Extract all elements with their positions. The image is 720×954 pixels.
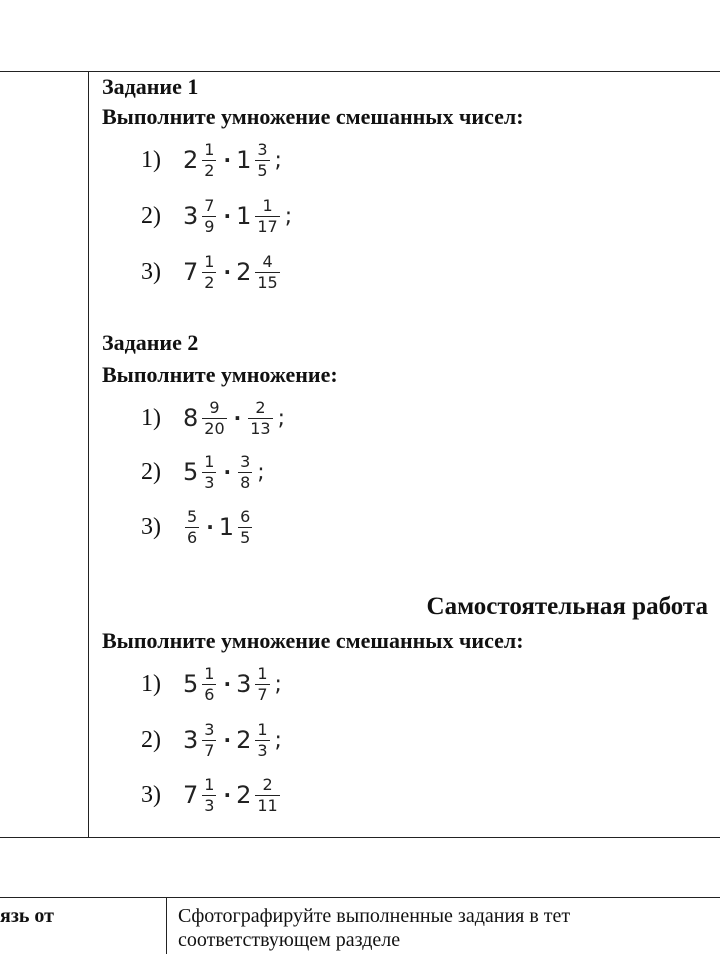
whole-part: 7 <box>183 258 199 286</box>
fraction <box>202 721 216 760</box>
multiply-sign: · <box>206 515 214 539</box>
numerator: 3 <box>204 719 215 739</box>
independent-problem-2 <box>141 713 282 767</box>
multiply-sign: · <box>223 783 232 807</box>
numerator: 3 <box>257 139 268 159</box>
math-expression <box>183 721 282 760</box>
math-expression <box>183 665 282 704</box>
task1-problem-3 <box>141 245 282 299</box>
fraction <box>255 776 279 815</box>
denominator: 15 <box>257 272 278 292</box>
whole-part: 1 <box>236 146 252 174</box>
fraction <box>248 399 272 438</box>
fraction <box>202 253 216 292</box>
denominator: 11 <box>257 795 278 815</box>
bottom-right-line-1: Сфотографируйте выполненные задания в тет <box>178 905 571 927</box>
problem-number: 1) <box>141 670 161 697</box>
whole-part: 3 <box>183 726 199 754</box>
problem-number: 1) <box>141 404 161 431</box>
task2-problem-2 <box>141 445 265 499</box>
multiply-sign: · <box>223 204 232 228</box>
whole-part: 2 <box>236 781 252 809</box>
independent-problem-1 <box>141 657 282 711</box>
task2-problem-1 <box>141 391 285 445</box>
fraction <box>202 776 216 815</box>
numerator: 3 <box>240 451 251 471</box>
numerator: 1 <box>204 774 215 794</box>
denominator: 2 <box>204 160 215 180</box>
numerator: 1 <box>204 139 215 159</box>
numerator: 6 <box>240 506 251 526</box>
semicolon: ; <box>274 147 282 173</box>
table-bottom-border <box>0 837 720 838</box>
semicolon: ; <box>284 203 293 229</box>
fraction <box>255 197 279 236</box>
denominator: 5 <box>240 527 251 547</box>
fraction <box>185 508 199 547</box>
problem-number: 2) <box>141 202 161 229</box>
denominator: 5 <box>257 160 268 180</box>
independent-problem-3 <box>141 768 282 822</box>
denominator: 6 <box>187 527 198 547</box>
whole-part: 1 <box>218 513 235 541</box>
bottom-right-line-2: соответствующем разделе <box>178 929 401 951</box>
denominator: 17 <box>257 216 278 236</box>
multiply-sign: · <box>223 148 232 172</box>
bottom-table-top-border <box>0 897 720 898</box>
fraction <box>255 253 279 292</box>
table-top-border <box>0 71 720 72</box>
math-expression <box>183 453 265 492</box>
denominator: 3 <box>257 740 268 760</box>
fraction <box>202 399 226 438</box>
task2-instruction: Выполните умножение: <box>102 362 338 387</box>
math-expression <box>183 399 285 438</box>
denominator: 3 <box>204 795 215 815</box>
bottom-table-divider <box>166 897 167 954</box>
whole-part: 5 <box>183 458 199 486</box>
fraction <box>238 453 252 492</box>
whole-part: 2 <box>183 146 199 174</box>
fraction <box>255 665 269 704</box>
numerator: 1 <box>204 451 215 471</box>
denominator: 20 <box>204 418 225 438</box>
numerator: 2 <box>262 774 273 794</box>
whole-part: 8 <box>183 404 199 432</box>
problem-number: 3) <box>141 513 161 540</box>
task1-instruction: Выполните умножение смешанных чисел: <box>102 104 524 129</box>
fraction <box>238 508 252 547</box>
whole-part: 3 <box>183 202 199 230</box>
fraction <box>202 141 216 180</box>
math-expression <box>183 141 282 180</box>
whole-part: 5 <box>183 670 199 698</box>
whole-part: 3 <box>236 670 252 698</box>
problem-number: 2) <box>141 458 161 485</box>
task2-problem-3 <box>141 500 254 554</box>
whole-part: 7 <box>183 781 199 809</box>
semicolon: ; <box>277 405 286 431</box>
multiply-sign: · <box>223 460 232 484</box>
multiply-sign: · <box>223 260 232 284</box>
task1-problem-1 <box>141 133 282 187</box>
fraction <box>255 721 269 760</box>
task2-title: Задание 2 <box>102 330 199 355</box>
fraction <box>255 141 269 180</box>
numerator: 1 <box>204 251 215 271</box>
whole-part: 2 <box>236 726 252 754</box>
denominator: 13 <box>250 418 271 438</box>
whole-part: 2 <box>236 258 252 286</box>
task1-problem-2 <box>141 189 292 243</box>
numerator: 1 <box>262 195 273 215</box>
table-column-divider <box>88 71 89 838</box>
denominator: 3 <box>204 472 215 492</box>
math-expression <box>183 253 282 292</box>
numerator: 7 <box>204 195 215 215</box>
denominator: 2 <box>204 272 215 292</box>
numerator: 5 <box>187 506 198 526</box>
denominator: 7 <box>204 740 215 760</box>
task1-title: Задание 1 <box>102 74 199 99</box>
problem-number: 1) <box>141 146 161 173</box>
numerator: 9 <box>209 397 220 417</box>
semicolon: ; <box>274 727 282 753</box>
semicolon: ; <box>274 671 282 697</box>
multiply-sign: · <box>233 406 242 430</box>
multiply-sign: · <box>223 672 232 696</box>
independent-work-instruction: Выполните умножение смешанных чисел: <box>102 628 524 653</box>
problem-number: 3) <box>141 258 161 285</box>
denominator: 7 <box>257 684 268 704</box>
whole-part: 1 <box>236 202 252 230</box>
multiply-sign: · <box>223 728 232 752</box>
problem-number: 3) <box>141 781 161 808</box>
fraction <box>202 453 216 492</box>
numerator: 2 <box>255 397 266 417</box>
denominator: 8 <box>240 472 251 492</box>
math-expression <box>183 776 282 815</box>
fraction <box>202 665 216 704</box>
fraction <box>202 197 216 236</box>
bottom-left-cell: язь от <box>0 905 54 927</box>
numerator: 1 <box>204 663 215 683</box>
numerator: 4 <box>262 251 273 271</box>
denominator: 9 <box>204 216 215 236</box>
problem-number: 2) <box>141 726 161 753</box>
math-expression <box>183 197 292 236</box>
math-expression <box>183 508 254 547</box>
independent-work-title: Самостоятельная работа <box>426 593 708 620</box>
denominator: 6 <box>204 684 215 704</box>
semicolon: ; <box>257 459 265 485</box>
numerator: 1 <box>257 663 268 683</box>
numerator: 1 <box>257 719 268 739</box>
